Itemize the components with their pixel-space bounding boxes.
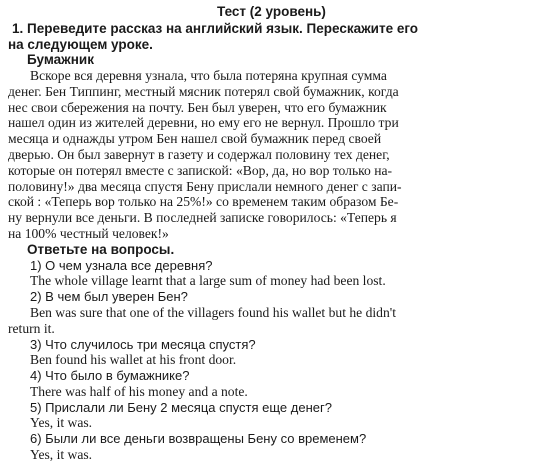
story-line: на 100% честный человек!» [8, 226, 169, 241]
test-title: Тест (2 уровень) [217, 4, 326, 19]
answer: There was half of his money and a note. [30, 383, 248, 399]
answer: Yes, it was. [30, 447, 93, 462]
story-line: нес свои сбережения на почту. Бен был уверен, что его бумажник [8, 99, 387, 115]
story-line: месяца и однажды утром Бен нашел свой бумажник перед своей [8, 131, 382, 147]
story-line: ну вернули все деньги. В последней записке говорилось: «Теперь я [8, 210, 397, 226]
answer: The whole village learnt that a large sum of money had been lost. [30, 273, 386, 289]
answer: Ben was sure that one of the villagers found his wallet but he didn't [30, 304, 397, 320]
question: 2) В чем был уверен Бен? [30, 289, 188, 305]
story-line: денег. Бен Типпинг, местный мясник потерял свой бумажник, когда [8, 83, 399, 99]
task-line-2: на следующем уроке. [8, 36, 153, 52]
questions-heading: Ответьте на вопросы. [27, 241, 175, 257]
story-line: которые он потерял вместе с запиской: «Вор, да, но вор только на- [8, 162, 393, 178]
question: 3) Что случилось три месяца спустя? [30, 336, 256, 352]
story-line: половину!» два месяца спустя Бену прислали немного денег с запи- [8, 178, 402, 194]
story-heading: Бумажник [27, 52, 94, 68]
story-line: нашел один из жителей деревни, но ему его не вернул. Прошло три [8, 115, 399, 131]
story-line: дверью. Он был завернут в газету и содержал половину тех денег, [8, 147, 390, 162]
question: 6) Были ли все деньги возвращены Бену со временем? [30, 431, 367, 447]
story-line: ской : «Теперь вор только на 25%!» со временем таким образом Бе- [8, 194, 399, 210]
answer: return it. [8, 320, 55, 336]
story-line: Вскоре вся деревня узнала, что была потеряна крупная сумма [30, 68, 387, 84]
task-line-1: 1. Переведите рассказ на английский язык. Перескажите его [12, 20, 419, 36]
answer: Yes, it was. [30, 415, 93, 431]
question: 5) Прислали ли Бену 2 месяца спустя еще денег? [30, 399, 332, 415]
question: 1) О чем узнала все деревня? [30, 257, 213, 273]
answer: Ben found his wallet at his front door. [30, 352, 237, 368]
question: 4) Что было в бумажнике? [30, 368, 190, 384]
